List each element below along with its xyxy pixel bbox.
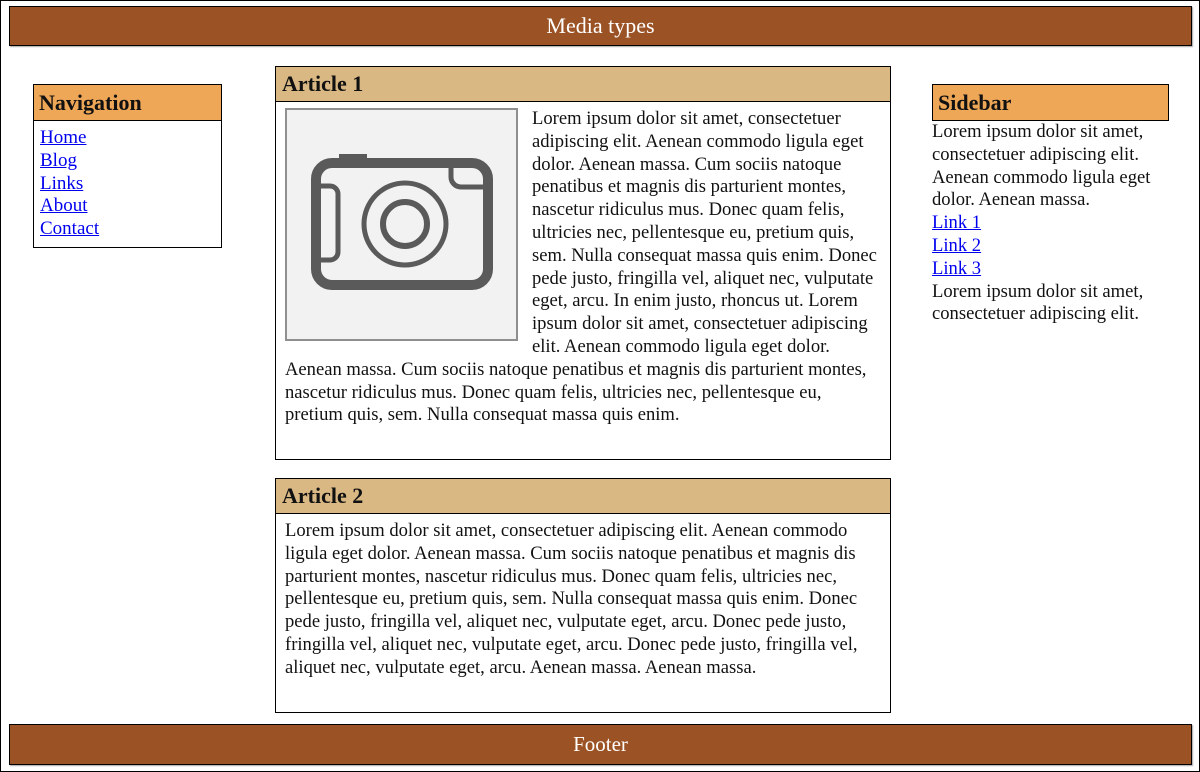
site-header: [9, 6, 1192, 46]
footer-text: Footer: [573, 732, 628, 756]
nav-link-about[interactable]: About: [40, 195, 88, 217]
article-title: Article 1: [276, 67, 890, 102]
sidebar-link-1[interactable]: Link 1: [932, 212, 982, 234]
nav-link-home[interactable]: Home: [40, 127, 87, 148]
navigation-panel: [33, 84, 222, 248]
image-placeholder: [285, 108, 518, 341]
article-text: Lorem ipsum dolor sit amet, consectetuer adipiscing elit. Aenean commodo ligula eget dolor. Aenean massa. Cum sociis natoque penatibus et magnis dis parturient montes, nascetur ridiculus mus. Donec quam felis, ultricies nec, pellentesque eu, pretium quis, sem. Nulla consequat massa quis enim. Donec pede justo, fringilla vel, aliquet nec, vulputate eget, arcu. Donec pede justo, fringilla vel, aliquet nec, vulputate eget, arcu. Donec pede justo, fringilla vel, aliquet nec, vulputate eget, arcu. Aenean massa. Aenean massa.: [285, 520, 858, 678]
sidebar-text-top: Lorem ipsum dolor sit amet, consectetuer adipiscing elit. Aenean commodo ligula eget dolor. Aenean massa.: [932, 121, 1151, 211]
sidebar-text-bottom: Lorem ipsum dolor sit amet, consectetuer adipiscing elit.: [932, 280, 1144, 325]
navigation-list: [34, 121, 221, 247]
article-2: [275, 478, 891, 713]
nav-link-blog[interactable]: Blog: [40, 149, 77, 171]
sidebar-title: Sidebar: [932, 84, 1169, 121]
article-title: Article 2: [276, 479, 890, 514]
camera-icon: [311, 154, 493, 290]
nav-link-links[interactable]: Links: [40, 172, 84, 194]
article-text: Lorem ipsum dolor sit amet, consectetuer adipiscing elit. Aenean commodo ligula eget dolor. Aenean massa. Cum sociis natoque penatibus et magnis dis parturient montes, nascetur ridiculus mus. Donec quam felis, ultricies nec, pellentesque eu, pretium quis, sem. Nulla consequat massa quis enim. Donec pede justo, fringilla vel, aliquet nec, vulputate eget, arcu. In enim justo, rhoncus ut. Lorem ipsum dolor sit amet, consectetuer adipiscing elit. Aenean commodo ligula eget dolor. Aenean massa. Cum sociis natoque penatibus et magnis dis parturient montes, nascetur ridiculus mus. Donec quam felis, ultricies nec, pellentesque eu, pretium quis, sem. Nulla consequat massa quis enim.: [285, 108, 877, 426]
sidebar-link-3[interactable]: Link 3: [932, 257, 982, 279]
site-title: Media types: [546, 13, 655, 38]
navigation-title: Navigation: [34, 85, 221, 121]
article-1: [275, 66, 891, 460]
sidebar-link-2[interactable]: Link 2: [932, 234, 982, 256]
sidebar: [932, 84, 1169, 326]
nav-link-contact[interactable]: Contact: [40, 218, 100, 240]
site-footer: [9, 724, 1192, 765]
